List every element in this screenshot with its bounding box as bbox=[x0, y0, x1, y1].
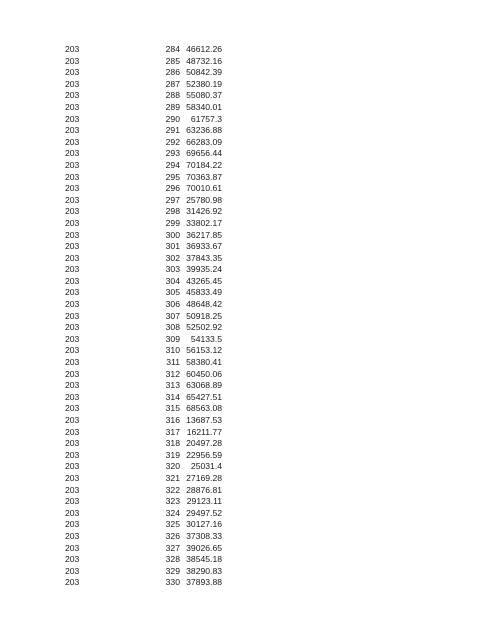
cell-index: 316 bbox=[165, 415, 180, 425]
cell-group: 203 bbox=[65, 101, 80, 112]
cell-value: 52502.92 bbox=[186, 322, 222, 333]
cell-group: 203 bbox=[65, 449, 80, 460]
cell-index: 288 bbox=[165, 90, 180, 101]
cell-value: 25780.98 bbox=[186, 194, 222, 205]
cell-group: 203 bbox=[65, 159, 80, 170]
cell-group: 203 bbox=[65, 461, 80, 472]
table-row bbox=[60, 531, 220, 543]
cell-value: 58380.41 bbox=[186, 357, 222, 368]
cell-group: 203 bbox=[65, 229, 80, 240]
cell-index: 302 bbox=[165, 252, 180, 263]
cell-value: 56153.12 bbox=[186, 345, 222, 356]
cell-value: 70184.22 bbox=[186, 159, 222, 170]
table-row bbox=[60, 485, 220, 497]
cell-index: 289 bbox=[165, 101, 180, 112]
cell-index: 300 bbox=[165, 229, 180, 240]
cell-value: 27169.28 bbox=[186, 472, 222, 483]
cell-index: 309 bbox=[165, 333, 180, 344]
cell-value: 28876.81 bbox=[186, 484, 222, 495]
cell-index: 322 bbox=[165, 484, 180, 495]
cell-index: 312 bbox=[165, 368, 180, 379]
cell-index: 315 bbox=[165, 403, 180, 414]
cell-index: 327 bbox=[165, 542, 180, 553]
table-row bbox=[60, 311, 220, 323]
cell-group: 203 bbox=[65, 530, 80, 541]
cell-index: 304 bbox=[165, 275, 180, 286]
cell-value: 70010.61 bbox=[186, 183, 222, 194]
table-row bbox=[60, 577, 220, 589]
table-row bbox=[60, 56, 220, 68]
cell-group: 203 bbox=[65, 264, 80, 275]
table-row bbox=[60, 230, 220, 242]
cell-group: 203 bbox=[65, 171, 80, 182]
cell-index: 290 bbox=[165, 113, 180, 124]
table-row bbox=[60, 44, 220, 56]
cell-value: 37893.88 bbox=[186, 577, 222, 588]
cell-value: 37843.35 bbox=[186, 252, 222, 263]
cell-group: 203 bbox=[65, 357, 80, 368]
table-row bbox=[60, 137, 220, 149]
cell-group: 203 bbox=[65, 275, 80, 286]
table-row bbox=[60, 450, 220, 462]
cell-group: 203 bbox=[65, 206, 80, 217]
cell-group: 203 bbox=[65, 322, 80, 333]
table-row bbox=[60, 357, 220, 369]
table-row bbox=[60, 496, 220, 508]
cell-value: 50918.25 bbox=[186, 310, 222, 321]
cell-group: 203 bbox=[65, 136, 80, 147]
cell-group: 203 bbox=[65, 380, 80, 391]
table-row bbox=[60, 473, 220, 485]
cell-value: 13687.53 bbox=[186, 415, 222, 425]
cell-group: 203 bbox=[65, 438, 80, 449]
table-row bbox=[60, 299, 220, 311]
cell-group: 203 bbox=[65, 415, 80, 425]
cell-index: 294 bbox=[165, 159, 180, 170]
cell-group: 203 bbox=[65, 542, 80, 553]
cell-group: 203 bbox=[65, 125, 80, 136]
cell-index: 301 bbox=[165, 241, 180, 252]
cell-group: 203 bbox=[65, 194, 80, 205]
cell-group: 203 bbox=[65, 67, 80, 78]
cell-group: 203 bbox=[65, 472, 80, 483]
cell-group: 203 bbox=[65, 333, 80, 344]
cell-index: 295 bbox=[165, 171, 180, 182]
cell-index: 303 bbox=[165, 264, 180, 275]
table-row bbox=[60, 276, 220, 288]
cell-index: 287 bbox=[165, 78, 180, 89]
cell-value: 45833.49 bbox=[186, 287, 222, 298]
cell-value: 65427.51 bbox=[186, 391, 222, 402]
cell-value: 43265.45 bbox=[186, 275, 222, 286]
cell-value: 48648.42 bbox=[186, 299, 222, 310]
table-row bbox=[60, 125, 220, 137]
cell-group: 203 bbox=[65, 55, 80, 66]
cell-group: 203 bbox=[65, 565, 80, 576]
cell-group: 203 bbox=[65, 577, 80, 588]
cell-value: 39935.24 bbox=[186, 264, 222, 275]
table-row bbox=[60, 369, 220, 381]
cell-group: 203 bbox=[65, 90, 80, 101]
cell-index: 285 bbox=[165, 55, 180, 66]
cell-index: 320 bbox=[165, 461, 180, 472]
cell-index: 318 bbox=[165, 438, 180, 449]
cell-group: 203 bbox=[65, 554, 80, 565]
cell-value: 46612.26 bbox=[186, 44, 222, 54]
cell-group: 203 bbox=[65, 519, 80, 530]
cell-value: 37308.33 bbox=[186, 530, 222, 541]
cell-group: 203 bbox=[65, 496, 80, 507]
table-row bbox=[60, 345, 220, 357]
table-row bbox=[60, 519, 220, 531]
cell-group: 203 bbox=[65, 310, 80, 321]
cell-group: 203 bbox=[65, 217, 80, 228]
table-row bbox=[60, 554, 220, 566]
cell-index: 297 bbox=[165, 194, 180, 205]
table-row bbox=[60, 114, 220, 126]
cell-value: 29123.11 bbox=[186, 496, 222, 507]
table-row bbox=[60, 322, 220, 334]
cell-index: 291 bbox=[165, 125, 180, 136]
table-row bbox=[60, 461, 220, 473]
table-row bbox=[60, 160, 220, 172]
cell-value: 63236.88 bbox=[186, 125, 222, 136]
cell-group: 203 bbox=[65, 345, 80, 356]
cell-group: 203 bbox=[65, 287, 80, 298]
cell-index: 311 bbox=[166, 357, 180, 368]
cell-index: 286 bbox=[165, 67, 180, 78]
cell-index: 310 bbox=[165, 345, 180, 356]
cell-index: 299 bbox=[165, 217, 180, 228]
cell-index: 326 bbox=[165, 530, 180, 541]
table-row bbox=[60, 172, 220, 184]
cell-value: 66283.09 bbox=[186, 136, 222, 147]
cell-index: 323 bbox=[165, 496, 180, 507]
cell-group: 203 bbox=[65, 484, 80, 495]
table-row bbox=[60, 438, 220, 450]
table-row bbox=[60, 508, 220, 520]
cell-index: 328 bbox=[165, 554, 180, 565]
table-row bbox=[60, 380, 220, 392]
cell-value: 36933.67 bbox=[186, 241, 222, 252]
cell-index: 314 bbox=[165, 391, 180, 402]
table-row bbox=[60, 206, 220, 218]
cell-value: 69656.44 bbox=[186, 148, 222, 159]
cell-value: 61757.3 bbox=[190, 113, 222, 124]
table-row bbox=[60, 264, 220, 276]
cell-value: 68563.08 bbox=[186, 403, 222, 414]
table-row bbox=[60, 90, 220, 102]
cell-index: 296 bbox=[165, 183, 180, 194]
cell-group: 203 bbox=[65, 299, 80, 310]
cell-value: 29497.52 bbox=[186, 507, 222, 518]
cell-group: 203 bbox=[65, 78, 80, 89]
cell-index: 308 bbox=[165, 322, 180, 333]
table-row bbox=[60, 183, 220, 195]
cell-index: 317 bbox=[165, 426, 180, 437]
cell-group: 203 bbox=[65, 44, 80, 54]
cell-value: 55080.37 bbox=[186, 90, 222, 101]
cell-group: 203 bbox=[65, 403, 80, 414]
cell-value: 54133.5 bbox=[190, 333, 222, 344]
cell-index: 298 bbox=[165, 206, 180, 217]
table-row bbox=[60, 334, 220, 346]
table-row bbox=[60, 427, 220, 439]
cell-group: 203 bbox=[65, 148, 80, 159]
table-row bbox=[60, 195, 220, 207]
cell-index: 306 bbox=[165, 299, 180, 310]
cell-value: 50842.39 bbox=[186, 67, 222, 78]
cell-value: 39026.65 bbox=[186, 542, 222, 553]
cell-value: 16211.77 bbox=[186, 426, 222, 437]
cell-value: 30127.16 bbox=[186, 519, 222, 530]
cell-index: 305 bbox=[165, 287, 180, 298]
cell-index: 307 bbox=[165, 310, 180, 321]
cell-index: 293 bbox=[165, 148, 180, 159]
cell-value: 25031.4 bbox=[190, 461, 222, 472]
cell-value: 31426.92 bbox=[186, 206, 222, 217]
cell-index: 284 bbox=[165, 44, 180, 54]
table-row bbox=[60, 392, 220, 404]
cell-group: 203 bbox=[65, 252, 80, 263]
cell-group: 203 bbox=[65, 183, 80, 194]
cell-value: 70363.87 bbox=[186, 171, 222, 182]
cell-group: 203 bbox=[65, 113, 80, 124]
cell-index: 292 bbox=[165, 136, 180, 147]
table-row bbox=[60, 403, 220, 415]
table-row bbox=[60, 102, 220, 114]
cell-value: 63068.89 bbox=[186, 380, 222, 391]
cell-value: 48732.16 bbox=[186, 55, 222, 66]
table-row bbox=[60, 543, 220, 555]
cell-value: 22956.59 bbox=[186, 449, 222, 460]
table-row bbox=[60, 79, 220, 91]
cell-value: 38290.83 bbox=[186, 565, 222, 576]
cell-group: 203 bbox=[65, 426, 80, 437]
cell-group: 203 bbox=[65, 241, 80, 252]
cell-value: 36217.85 bbox=[186, 229, 222, 240]
cell-index: 324 bbox=[165, 507, 180, 518]
table-row bbox=[60, 218, 220, 230]
cell-value: 58340.01 bbox=[186, 101, 222, 112]
data-table bbox=[60, 44, 220, 589]
cell-value: 33802.17 bbox=[186, 217, 222, 228]
cell-group: 203 bbox=[65, 368, 80, 379]
cell-index: 329 bbox=[165, 565, 180, 576]
table-row bbox=[60, 67, 220, 79]
table-row bbox=[60, 148, 220, 160]
cell-value: 38545.18 bbox=[186, 554, 222, 565]
cell-index: 321 bbox=[165, 472, 180, 483]
cell-group: 203 bbox=[65, 391, 80, 402]
table-row bbox=[60, 566, 220, 578]
cell-index: 313 bbox=[165, 380, 180, 391]
cell-index: 319 bbox=[165, 449, 180, 460]
cell-index: 330 bbox=[165, 577, 180, 588]
table-row bbox=[60, 253, 220, 265]
cell-group: 203 bbox=[65, 507, 80, 518]
cell-value: 60450.06 bbox=[186, 368, 222, 379]
table-row bbox=[60, 415, 220, 427]
cell-value: 20497.28 bbox=[186, 438, 222, 449]
cell-index: 325 bbox=[165, 519, 180, 530]
table-row bbox=[60, 241, 220, 253]
cell-value: 52380.19 bbox=[186, 78, 222, 89]
table-row bbox=[60, 287, 220, 299]
